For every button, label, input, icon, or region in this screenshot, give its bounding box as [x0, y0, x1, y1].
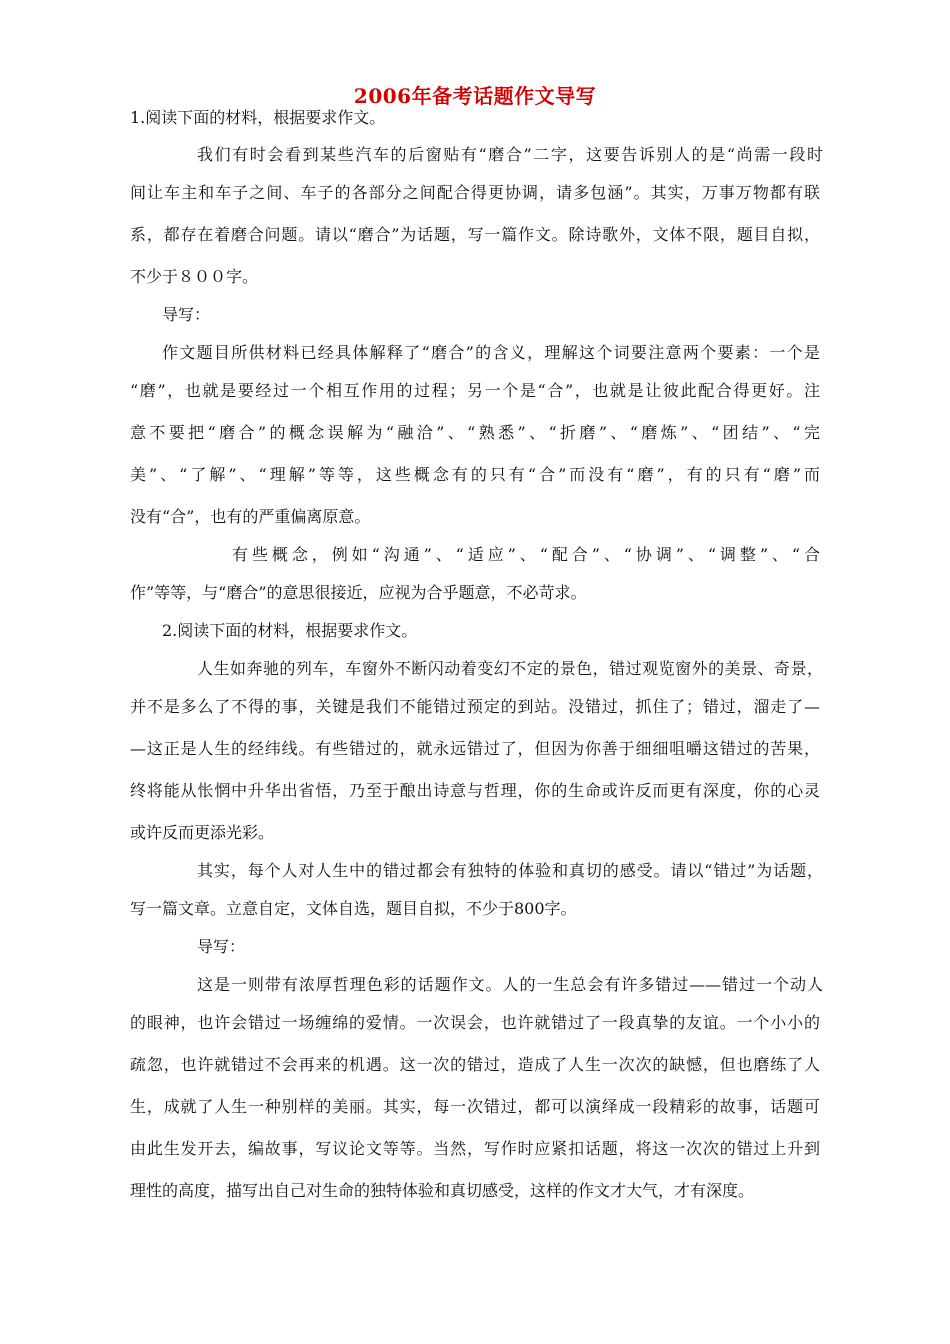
paragraph-line: 不少于８００字。 [130, 267, 259, 286]
paragraph-line: 有些概念，例如“沟通”、“适应”、“配合”、“协调”、“调整”、“合 [232, 545, 820, 564]
paragraph-line: 作文题目所供材料已经具体解释了“磨合”的含义，理解这个词要注意两个要素：一个是 [162, 343, 820, 362]
guide-heading: 导写： [197, 937, 246, 956]
paragraph-line: “磨”，也就是要经过一个相互作用的过程；另一个是“合”，也就是让彼此配合得更好。注 [130, 381, 820, 400]
paragraph-line: 作”等等，与“磨合”的意思很接近，应视为合乎题意，不必苛求。 [130, 583, 587, 602]
paragraph-line: 或许反而更添光彩。 [130, 823, 275, 842]
paragraph-line: 并不是多么了不得的事，关键是我们不能错过预定的到站。没错过，抓住了；错过，溜走了— [130, 697, 820, 716]
paragraph-line: 我们有时会看到某些汽车的后窗贴有“磨合”二字，这要告诉别人的是“尚需一段时 [197, 145, 823, 164]
question-1-heading: 1.阅读下面的材料，根据要求作文。 [130, 108, 386, 127]
paragraph-line: 理性的高度，描写出自己对生命的独特体验和真切感受，这样的作文才大气，才有深度。 [130, 1181, 755, 1200]
paragraph-line: 写一篇文章。立意自定，文体自选，题目自拟，不少于800字。 [130, 899, 577, 918]
paragraph-line: 由此生发开去，编故事，写议论文等等。当然，写作时应紧扣话题，将这一次次的错过上升到 [130, 1139, 820, 1158]
question-2-heading: 2.阅读下面的材料，根据要求作文。 [162, 621, 418, 640]
paragraph-line: 这是一则带有浓厚哲理色彩的话题作文。人的一生总会有许多错过——错过一个动人 [197, 975, 823, 994]
guide-heading: 导写： [162, 305, 211, 324]
paragraph-line: 美”、“了解”、“理解”等等，这些概念有的只有“合”而没有“磨”，有的只有“磨”而 [130, 465, 820, 484]
paragraph-line: 没有“合”，也有的严重偏离原意。 [130, 507, 371, 526]
paragraph-line: 疏忽，也许就错过不会再来的机遇。这一次的错过，造成了人生一次次的缺憾，但也磨练了人 [130, 1055, 820, 1074]
paragraph-line: 的眼神，也许会错过一场缠绵的爱情。一次误会，也许就错过了一段真挚的友谊。一个小小的 [130, 1013, 820, 1032]
paragraph-line: 生，成就了人生一种别样的美丽。其实，每一次错过，都可以演绎成一段精彩的故事，话题可 [130, 1097, 820, 1116]
paragraph-line: 终将能从怅惘中升华出省悟，乃至于酿出诗意与哲理，你的生命或许反而更有深度，你的心灵 [130, 781, 820, 800]
paragraph-line: 间让车主和车子之间、车子的各部分之间配合得更协调，请多包涵”。其实，万事万物都有联 [130, 183, 820, 202]
paragraph-line: 意不要把“磨合”的概念误解为“融洽”、“熟悉”、“折磨”、“磨炼”、“团结”、“完 [130, 423, 820, 442]
paragraph-line: —这正是人生的经纬线。有些错过的，就永远错过了，但因为你善于细细咀嚼这错过的苦果， [130, 739, 820, 758]
paragraph-line: 系，都存在着磨合问题。请以“磨合”为话题，写一篇作文。除诗歌外，文体不限，题目自拟， [130, 225, 820, 244]
paragraph-line: 人生如奔驰的列车，车窗外不断闪动着变幻不定的景色，错过观览窗外的美景、奇景， [197, 659, 823, 678]
paragraph-line: 其实，每个人对人生中的错过都会有独特的体验和真切的感受。请以“错过”为话题， [197, 861, 823, 880]
document-title: 2006年备考话题作文导写 [353, 84, 597, 108]
